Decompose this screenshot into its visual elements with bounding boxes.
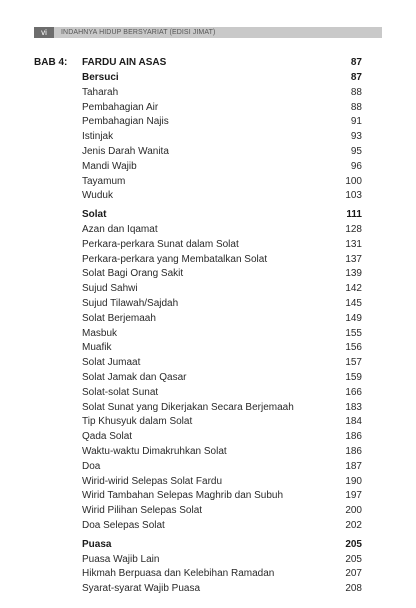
toc-entry-row [82, 489, 362, 504]
toc-entry-page: 190 [345, 475, 362, 487]
toc-entry-row [82, 401, 362, 416]
toc-entry-page: 149 [345, 312, 362, 324]
toc-entry-title: Puasa Wajib Lain [82, 553, 160, 565]
toc-entry-title: Pembahagian Najis [82, 116, 169, 128]
toc-entry-row [82, 101, 362, 116]
toc-section-title: Solat [82, 209, 107, 221]
toc-entry-title: Pembahagian Air [82, 101, 159, 113]
toc-entry-page: 208 [345, 583, 362, 595]
toc-entry-page: 186 [345, 445, 362, 457]
toc-entry-title: Muafik [82, 342, 112, 354]
toc-entry-row [82, 582, 362, 597]
toc-entry-page: 155 [345, 327, 362, 339]
toc-entry-page: 187 [345, 460, 362, 472]
toc-entry-page: 202 [345, 519, 362, 531]
toc-entry-row [82, 341, 362, 356]
toc-entry-row [82, 130, 362, 145]
toc-entry-row [82, 504, 362, 519]
toc-entry-row [82, 86, 362, 101]
toc-entry-title: Masbuk [82, 327, 118, 339]
toc-entry-page: 93 [350, 131, 362, 143]
toc-entry-title: Wirid Pilihan Selepas Solat [82, 505, 203, 517]
toc-entry-title: Syarat-syarat Wajib Puasa [82, 583, 201, 595]
toc-entry-page: 184 [345, 416, 362, 428]
toc-entry-page: 197 [345, 490, 362, 502]
toc-entry-title: Doa [82, 460, 101, 472]
toc-section-row [82, 71, 362, 86]
toc-entry-row [82, 567, 362, 582]
toc-entry-title: Doa Selepas Solat [82, 519, 165, 531]
toc-entry-page: 205 [345, 553, 362, 565]
toc-entry-page: 131 [345, 238, 362, 250]
toc-entry-page: 137 [345, 253, 362, 265]
toc-entry-row [82, 460, 362, 475]
toc-entry-title: Solat Jumaat [82, 357, 141, 369]
toc-entry-title: Jenis Darah Wanita [82, 145, 169, 157]
toc-entry-title: Sujud Tilawah/Sajdah [82, 297, 179, 309]
toc-entry-row [82, 160, 362, 175]
toc-entry-title: Sujud Sahwi [82, 283, 138, 295]
toc-section-page: 87 [350, 72, 362, 83]
toc-entry-title: Taharah [82, 86, 119, 98]
toc-entry-page: 142 [345, 283, 362, 295]
header-page-number: vi [34, 27, 54, 38]
toc-entry-row [82, 282, 362, 297]
toc-entry-title: Mandi Wajib [82, 160, 137, 172]
toc-entry-title: Perkara-perkara yang Membatalkan Solat [82, 253, 268, 265]
table-of-contents [82, 71, 362, 597]
toc-entry-page: 139 [345, 268, 362, 280]
toc-entry-title: Waktu-waktu Dimakruhkan Solat [82, 445, 227, 457]
toc-entry-row [82, 145, 362, 160]
toc-entry-page: 91 [350, 116, 362, 128]
toc-entry-row [82, 430, 362, 445]
toc-section-title: Bersuci [82, 72, 119, 83]
toc-entry-page: 95 [350, 145, 362, 157]
toc-entry-page: 145 [345, 297, 362, 309]
toc-entry-row [82, 415, 362, 430]
toc-entry-page: 96 [350, 160, 362, 172]
toc-entry-page: 128 [345, 223, 362, 235]
toc-entry-title: Istinjak [82, 131, 114, 143]
toc-entry-title: Tayamum [82, 175, 126, 187]
toc-entry-row [82, 223, 362, 238]
toc-entry-page: 186 [345, 431, 362, 443]
toc-entry-row [82, 445, 362, 460]
toc-section-row [82, 208, 362, 223]
toc-entry-title: Azan dan Iqamat [82, 223, 158, 235]
toc-entry-title: Solat Berjemaah [82, 312, 156, 324]
toc-entry-page: 159 [345, 371, 362, 383]
toc-entry-row [82, 297, 362, 312]
toc-entry-row [82, 312, 362, 327]
toc-entry-title: Solat Sunat yang Dikerjakan Secara Berjemaah [82, 401, 294, 413]
toc-entry-row [82, 553, 362, 568]
toc-entry-title: Perkara-perkara Sunat dalam Solat [82, 238, 239, 250]
toc-entry-title: Solat Jamak dan Qasar [82, 371, 187, 383]
toc-entry-title: Solat-solat Sunat [82, 386, 159, 398]
toc-section-row [82, 538, 362, 553]
toc-entry-page: 103 [345, 190, 362, 202]
toc-section-page: 111 [346, 209, 362, 221]
toc-entry-page: 157 [345, 357, 362, 369]
toc-entry-row [82, 371, 362, 386]
toc-entry-row [82, 175, 362, 190]
toc-entry-row [82, 356, 362, 371]
toc-section-page: 205 [345, 538, 362, 550]
toc-entry-page: 183 [345, 401, 362, 413]
toc-entry-row [82, 386, 362, 401]
toc-entry-row [82, 519, 362, 534]
toc-entry-row [82, 253, 362, 268]
toc-entry-page: 200 [345, 505, 362, 517]
chapter-label: BAB 4: [34, 57, 68, 68]
toc-entry-title: Tip Khusyuk dalam Solat [82, 416, 193, 428]
toc-entry-row [82, 115, 362, 130]
toc-entry-page: 156 [345, 342, 362, 354]
toc-section-title: Puasa [82, 538, 112, 550]
header-running-title: INDAHNYA HIDUP BERSYARIAT (EDISI JIMAT) [61, 29, 216, 36]
toc-entry-row [82, 189, 362, 204]
toc-entry-page: 207 [345, 568, 362, 580]
chapter-title: FARDU AIN ASAS [82, 57, 167, 68]
toc-entry-page: 166 [345, 386, 362, 398]
chapter-page-number: 87 [350, 57, 362, 68]
toc-entry-title: Wirid-wirid Selepas Solat Fardu [82, 475, 223, 487]
toc-entry-row [82, 327, 362, 342]
toc-entry-title: Solat Bagi Orang Sakit [82, 268, 184, 280]
toc-entry-page: 88 [350, 86, 362, 98]
toc-entry-title: Wuduk [82, 190, 113, 202]
toc-entry-title: Wirid Tambahan Selepas Maghrib dan Subuh [82, 490, 284, 502]
toc-entry-row [82, 475, 362, 490]
toc-entry-title: Qada Solat [82, 431, 133, 443]
toc-entry-page: 100 [345, 175, 362, 187]
toc-entry-row [82, 238, 362, 253]
toc-entry-title: Hikmah Berpuasa dan Kelebihan Ramadan [82, 568, 275, 580]
running-header [34, 27, 382, 38]
toc-entry-row [82, 267, 362, 282]
toc-entry-page: 88 [350, 101, 362, 113]
